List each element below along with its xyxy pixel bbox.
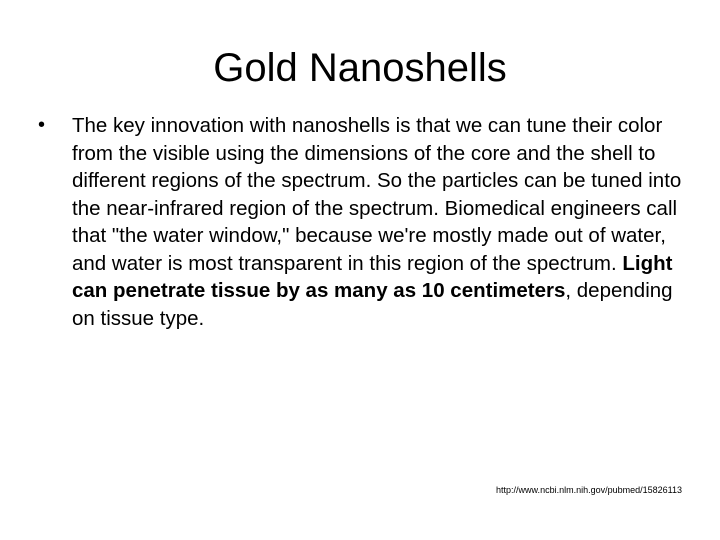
bullet-icon: • [38, 114, 46, 136]
bullet-text-emphasis: Light can penetrate tissue by as many as 10 centimeters [72, 251, 673, 302]
bullet-text-ending: , depending on tissue type. [72, 279, 673, 330]
bullet-item [36, 112, 686, 332]
source-citation-link[interactable]: http://www.ncbi.nlm.nih.gov/pubmed/15826113 [496, 485, 682, 495]
slide-title: Gold Nanoshells [213, 46, 507, 90]
bullet-text-intro: The key innovation with nanoshells is that we can tune their color from the visible using the dimensions of the core and the shell to different regions of the spectrum. So the particles can be tuned into the near-infrared region of the spectrum. Biomedical engineers call that "the water window," because we're mostly made out of water, and water is most transparent in this region of the spectrum. [72, 114, 682, 275]
bullet-list [36, 112, 686, 332]
